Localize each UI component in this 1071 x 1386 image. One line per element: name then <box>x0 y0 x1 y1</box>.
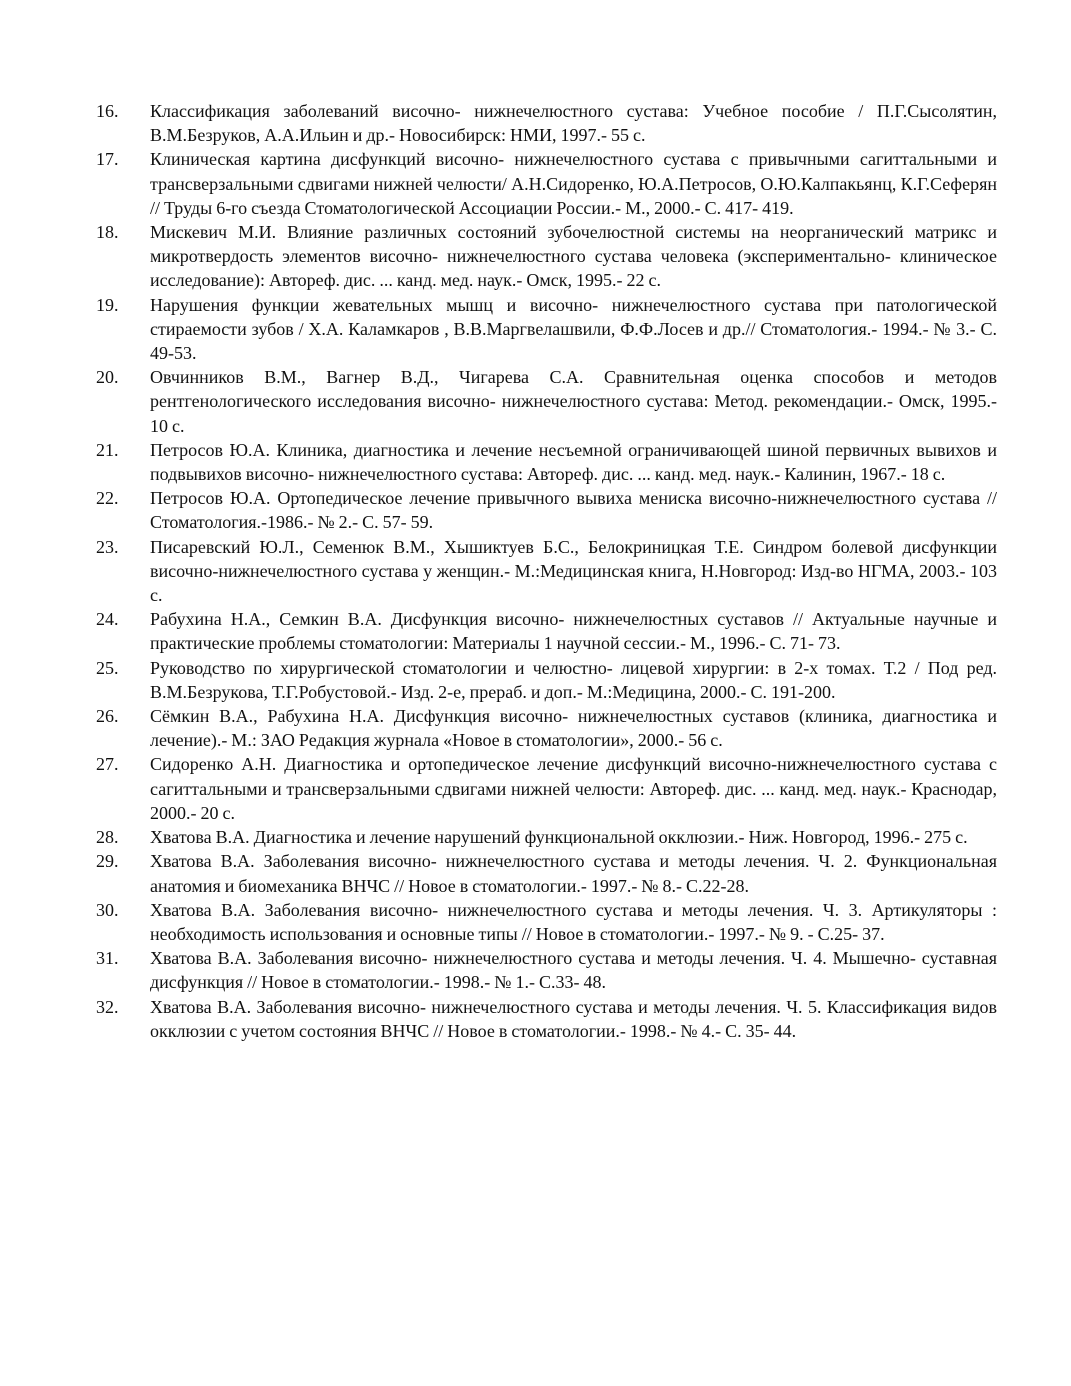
reference-item-16 <box>96 99 997 147</box>
reference-item-27 <box>96 752 997 825</box>
reference-number: 22. <box>96 488 119 509</box>
reference-item-24 <box>96 607 997 655</box>
reference-number: 25. <box>96 657 119 678</box>
reference-text: Сёмкин В.А., Рабухина Н.А. Дисфункция височно- нижнечелюстных суставов (клиника, диагностика и лечение).- М.: ЗАО Редакция журнала «Новое в стоматологии», 2000.- 56 с. <box>150 706 997 751</box>
reference-item-19 <box>96 293 997 366</box>
reference-number: 26. <box>96 706 119 727</box>
reference-text: Петросов Ю.А. Ортопедическое лечение привычного вывиха мениска височно-нижнечелюстного сустава // Стоматология.-1986.- № 2.- С. 57- 59. <box>150 488 997 533</box>
reference-text: Рабухина Н.А., Семкин В.А. Дисфункция височно- нижнечелюстных суставов // Актуальные научные и практические проблемы стоматологии: Материалы 1 научной сессии.- М., 1996.- С. 71- 73. <box>150 609 997 654</box>
reference-item-31 <box>96 946 997 994</box>
reference-item-23 <box>96 535 997 608</box>
reference-item-21 <box>96 438 997 486</box>
reference-number: 28. <box>96 827 119 848</box>
reference-text: Писаревский Ю.Л., Семенюк В.М., Хышиктуев Б.С., Белокриницкая Т.Е. Синдром болевой дисфункции височно-нижнечелюстного сустава у женщин.- М.:Медицинская книга, Н.Новгород: Изд-во НГМА, 2003.- 103 с. <box>150 536 997 606</box>
reference-text: Нарушения функции жевательных мышц и височно- нижнечелюстного сустава при патологической стираемости зубов / Х.А. Каламкаров , В.В.Маргвелашвили, Ф.Ф.Лосев и др.// Стоматология.- 1994.- № 3.- С. 49-53. <box>150 294 997 364</box>
reference-item-20 <box>96 365 997 438</box>
reference-text: Хватова В.А. Заболевания височно- нижнечелюстного сустава и методы лечения. Ч. 4. Мышечно- суставная дисфункция // Новое в стоматологии.- 1998.- № 1.- С.33- 48. <box>150 948 997 993</box>
reference-number: 19. <box>96 294 119 315</box>
reference-number: 24. <box>96 609 119 630</box>
reference-number: 21. <box>96 439 119 460</box>
reference-item-26 <box>96 704 997 752</box>
reference-number: 16. <box>96 101 119 121</box>
reference-text: Мискевич М.И. Влияние различных состояний зубочелюстной системы на неорганический матрикс и микротвердость элементов височно- нижнечелюстного сустава человека (экспериментально- клиническое исследование): Автореф. дис. ... канд. мед. наук.- Омск, 1995.- 22 с. <box>150 222 997 291</box>
reference-number: 18. <box>96 222 119 243</box>
reference-text: Руководство по хирургической стоматологии и челюстно- лицевой хирургии: в 2-х томах. Т.2 / Под ред. В.М.Безрукова, Т.Г.Робустовой.- Изд. 2-е, прераб. и доп.- М.:Медицина, 2000.- С. 191-200. <box>150 657 997 702</box>
reference-item-30 <box>96 898 997 946</box>
reference-number: 30. <box>96 899 119 920</box>
reference-number: 27. <box>96 754 119 775</box>
reference-text: Овчинников В.М., Вагнер В.Д., Чигарева С.А. Сравнительная оценка способов и методов рентгенологического исследования височно- нижнечелюстного сустава: Метод. рекомендации.- Омск, 1995.- 10 с. <box>150 367 997 436</box>
reference-text: Хватова В.А. Заболевания височно- нижнечелюстного сустава и методы лечения. Ч. 5. Классификация видов окклюзии с учетом состояния ВНЧС // Новое в стоматологии.- 1998.- № 4.- С. 35- 44. <box>150 996 997 1041</box>
reference-number: 32. <box>96 996 119 1017</box>
reference-text: Хватова В.А. Заболевания височно- нижнечелюстного сустава и методы лечения. Ч. 3. Артикуляторы : необходимость использования и основные типы // Новое в стоматологии.- 1997.- № 9. - С.25- 37. <box>150 899 997 944</box>
reference-text: Петросов Ю.А. Клиника, диагностика и лечение несъемной ограничивающей шиной первичных вывихов и подвывихов височно- нижнечелюстного сустава: Автореф. дис. ... канд. мед. наук.- Калинин, 1967.- 18 с. <box>150 439 997 485</box>
reference-item-28 <box>96 825 997 849</box>
reference-item-25 <box>96 656 997 704</box>
reference-item-18 <box>96 220 997 293</box>
reference-text: Сидоренко А.Н. Диагностика и ортопедическое лечение дисфункций височно-нижнечелюстного сустава с сагиттальными и трансверзальными сдвигами нижней челюсти: Автореф. дис. ... канд. мед. наук.- Краснодар, 2000.- 20 с. <box>150 754 997 823</box>
reference-item-22 <box>96 486 997 534</box>
reference-text: Хватова В.А. Диагностика и лечение нарушений функциональной окклюзии.- Ниж. Новгород, 1996.- 275 с. <box>150 827 968 848</box>
reference-number: 23. <box>96 536 119 557</box>
reference-item-32 <box>96 995 997 1043</box>
reference-list <box>96 99 997 1043</box>
reference-number: 20. <box>96 367 119 388</box>
reference-item-17 <box>96 147 997 220</box>
reference-number: 17. <box>96 149 119 170</box>
reference-number: 29. <box>96 851 119 872</box>
reference-number: 31. <box>96 948 119 969</box>
reference-text: Хватова В.А. Заболевания височно- нижнечелюстного сустава и методы лечения. Ч. 2. Функциональная анатомия и биомеханика ВНЧС // Новое в стоматологии.- 1997.- № 8.- С.22-28. <box>150 851 997 896</box>
reference-text: Классификация заболеваний височно- нижнечелюстного сустава: Учебное пособие / П.Г.Сысолятин, В.М.Безруков, А.А.Ильин и др.- Новосибирск: НМИ, 1997.- 55 с. <box>150 101 997 146</box>
reference-item-29 <box>96 849 997 897</box>
reference-text: Клиническая картина дисфункций височно- нижнечелюстного сустава с привычными сагиттальными и трансверзальными сдвигами нижней челюсти/ А.Н.Сидоренко, Ю.А.Петросов, О.Ю.Калпакьянц, К.Г.Сеферян // Труды 6-го съезда Стоматологической Ассоциации России.- М., 2000.- С. 417- 419. <box>150 149 997 218</box>
